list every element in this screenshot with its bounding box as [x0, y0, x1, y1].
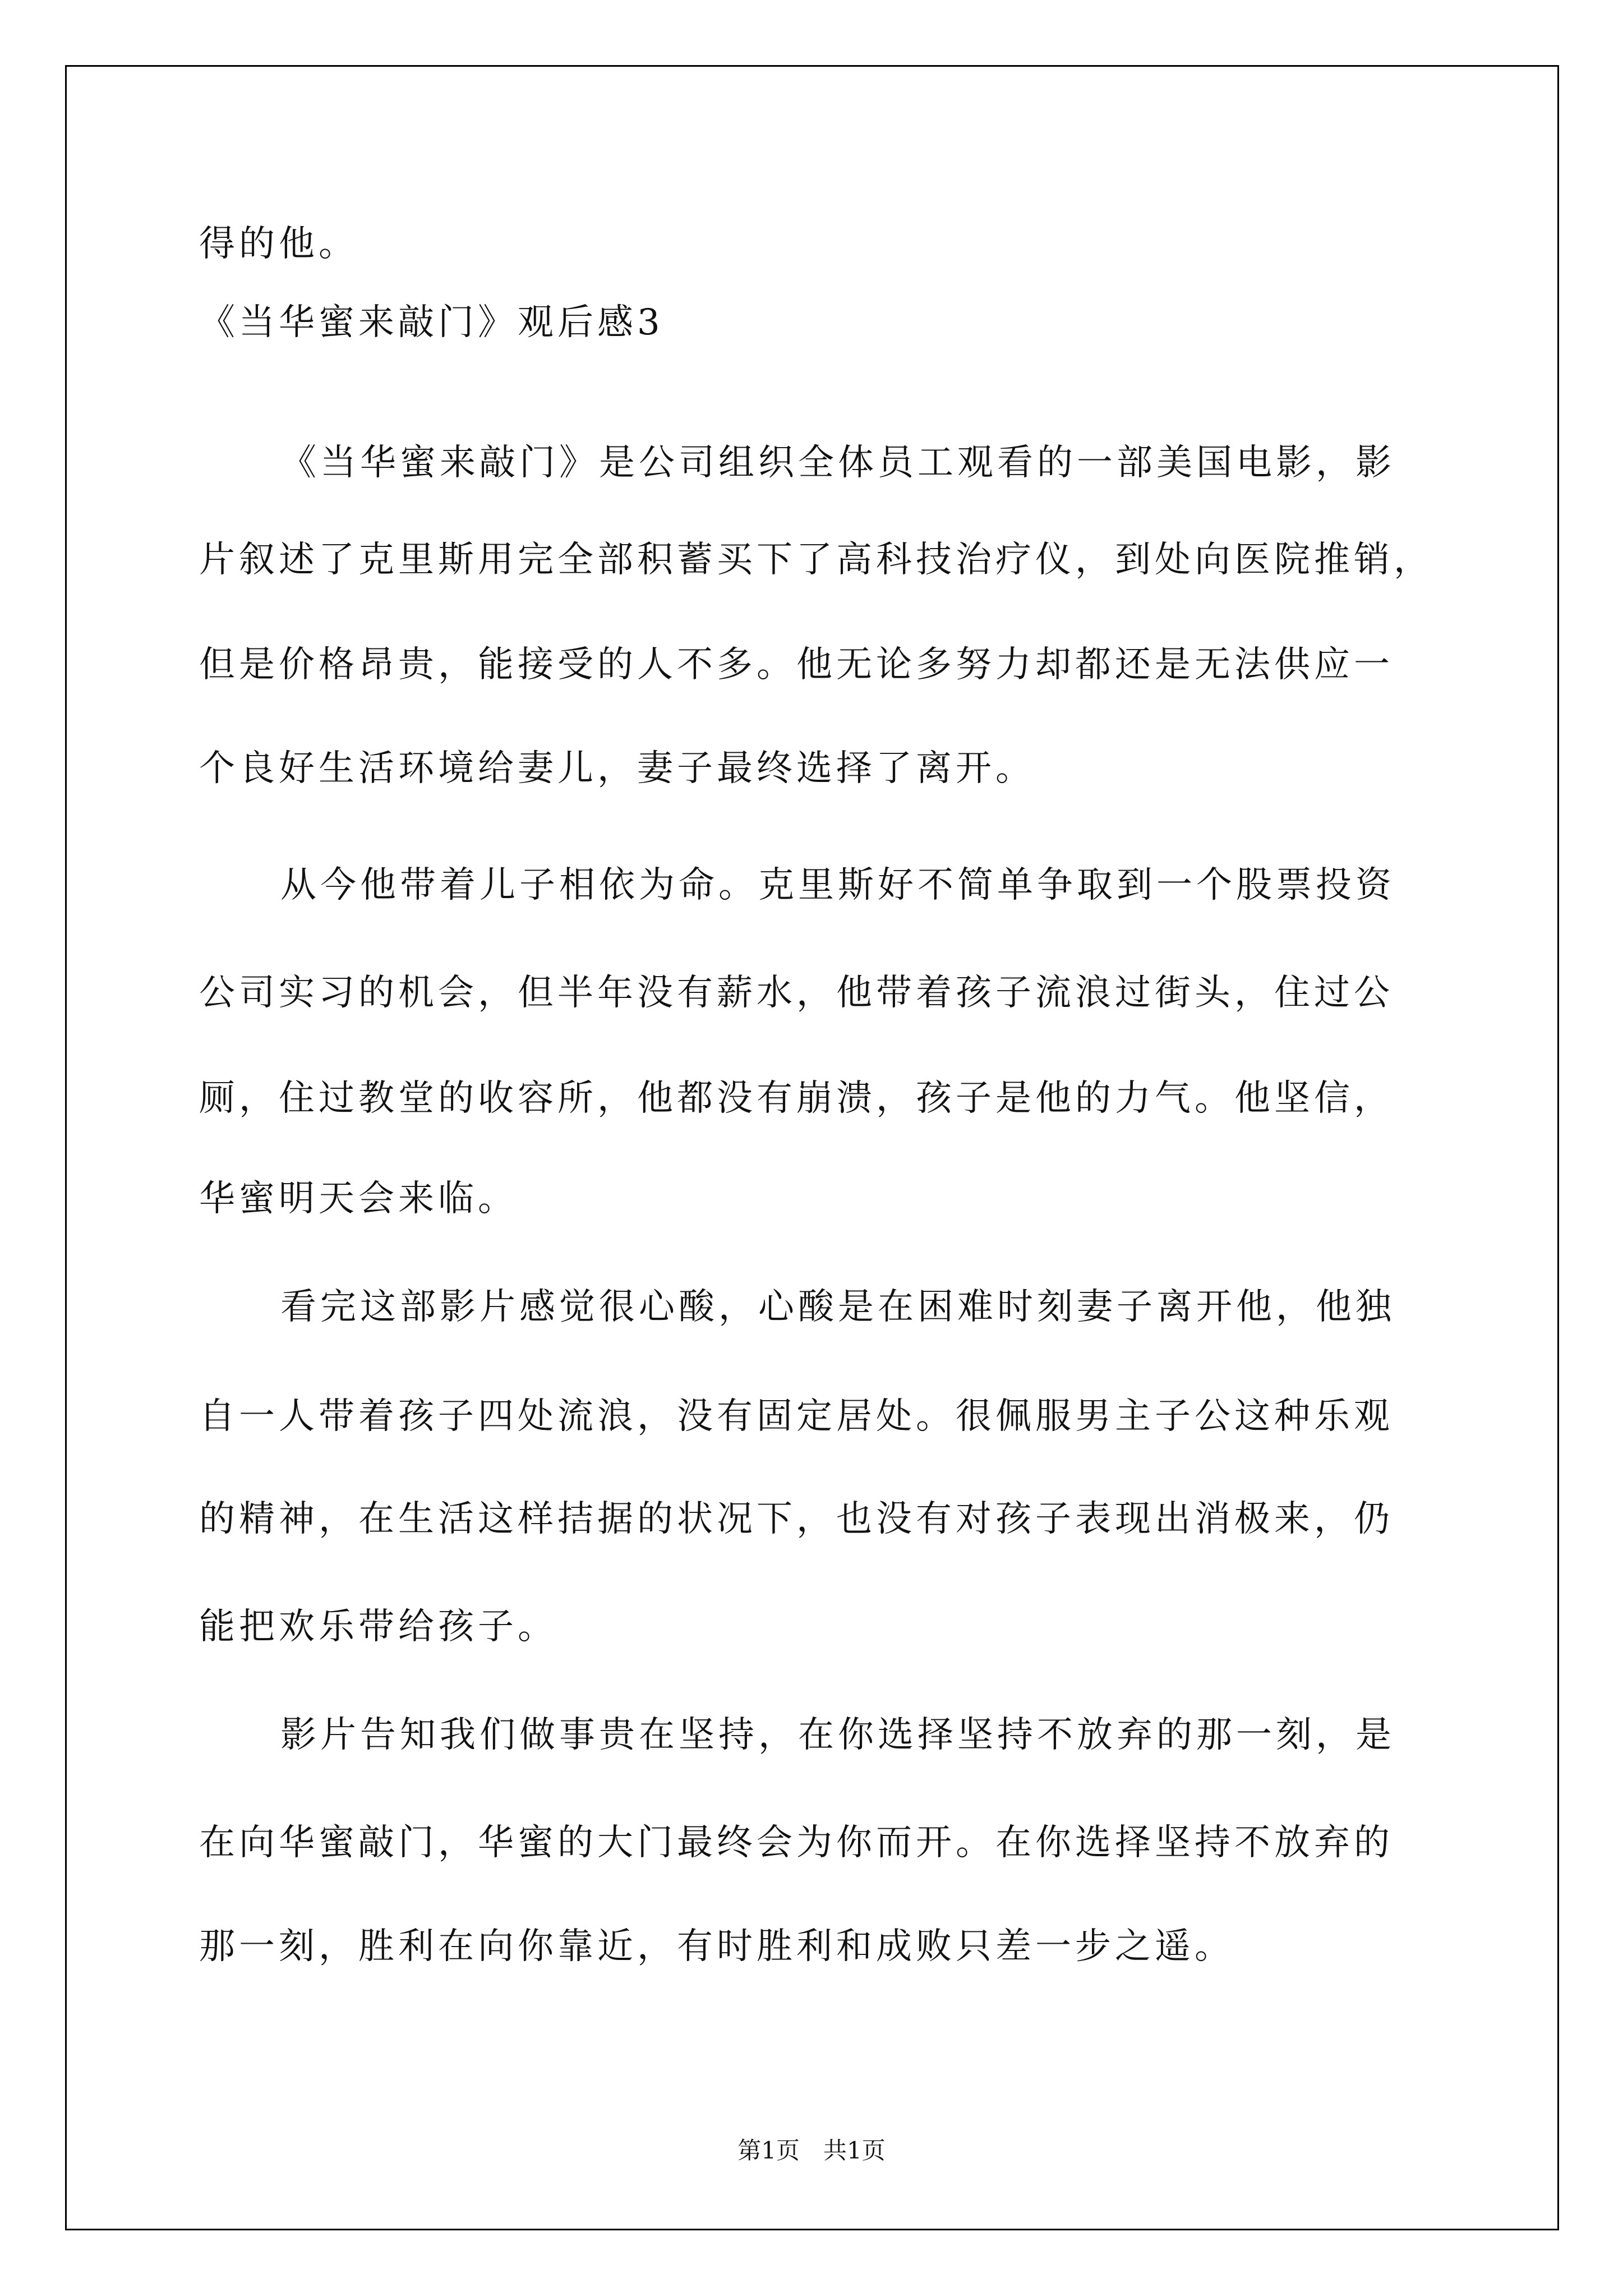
text-line: 自一人带着孩子四处流浪，没有固定居处。很佩服男主子公这种乐观 — [199, 1396, 1394, 1437]
section-title: 《当华蜜来敲门》观后感3 — [199, 302, 664, 343]
text-line: 那一刻，胜利在向你靠近，有时胜利和成败只差一步之遥。 — [199, 1926, 1234, 1967]
text-line: 《当华蜜来敲门》是公司组织全体员工观看的一部美国电影，影 — [280, 442, 1395, 484]
text-line: 公司实习的机会，但半年没有薪水，他带着孩子流浪过街头，住过公 — [199, 972, 1394, 1014]
page-footer: 第1页 共1页 — [737, 2137, 886, 2164]
text-line: 的精神，在生活这样拮据的状况下，也没有对孩子表现出消极来，仍 — [199, 1498, 1394, 1540]
text-line: 从今他带着儿子相依为命。克里斯好不简单争取到一个股票投资 — [280, 864, 1395, 906]
text-line: 华蜜明天会来临。 — [199, 1178, 518, 1220]
text-line: 但是价格昂贵，能接受的人不多。他无论多努力却都还是无法供应一 — [199, 644, 1394, 685]
text-line: 厕，住过教堂的收容所，他都没有崩溃，孩子是他的力气。他坚信， — [199, 1078, 1394, 1119]
text-line: 看完这部影片感觉很心酸，心酸是在困难时刻妻子离开他，他独 — [280, 1286, 1395, 1328]
text-line: 得的他。 — [199, 223, 358, 265]
text-line: 影片告知我们做事贵在坚持，在你选择坚持不放弃的那一刻，是 — [280, 1714, 1395, 1756]
page-border — [65, 65, 1559, 2230]
text-line: 个良好生活环境给妻儿，妻子最终选择了离开。 — [199, 748, 1035, 789]
text-line: 能把欢乐带给孩子。 — [199, 1606, 557, 1648]
text-line: 片叙述了克里斯用完全部积蓄买下了高科技治疗仪，到处向医院推销， — [199, 539, 1433, 581]
text-line: 在向华蜜敲门，华蜜的大门最终会为你而开。在你选择坚持不放弃的 — [199, 1822, 1394, 1864]
